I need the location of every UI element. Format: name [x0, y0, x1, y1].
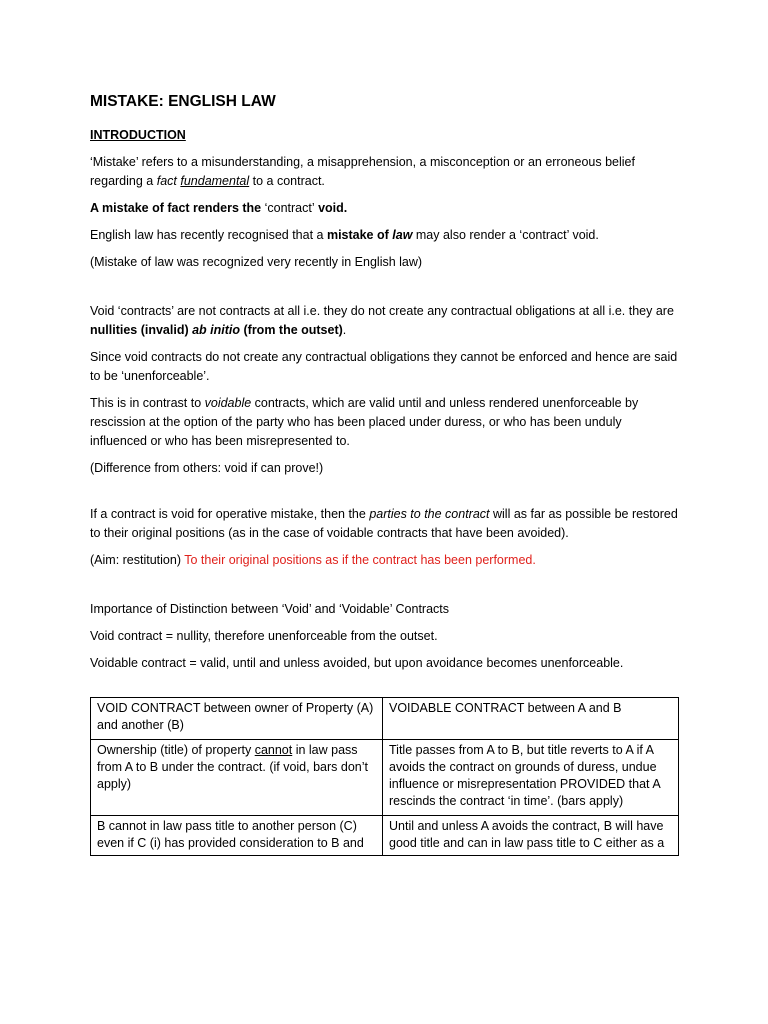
table-cell: Title passes from A to B, but title reverts to A if A avoids the contract on grounds of duress, undue influence or misrepresentation PROVIDED that A rescinds the contract ‘in time’. (bars apply)	[383, 740, 679, 816]
table-row	[91, 740, 679, 816]
paragraph-mistake-of-fact: A mistake of fact renders the ‘contract’ void.	[90, 201, 348, 215]
paragraph-void-contracts: Void ‘contracts’ are not contracts at all i.e. they do not create any contractual obligations at all i.e. they are nullities (invalid) ab initio (from the outset).	[90, 304, 674, 337]
paragraph-voidable-contrast: This is in contrast to voidable contracts, which are valid until and unless rendered unenforceable by rescission at the option of the party who has been placed under duress, or who has been unduly influenced or who has been misrepresented to.	[90, 396, 639, 448]
paragraph-voidable-definition: Voidable contract = valid, until and unless avoided, but upon avoidance becomes unenforceable.	[90, 656, 624, 670]
table-cell: Ownership (title) of property cannot in law pass from A to B under the contract. (if void, bars don’t apply)	[91, 740, 383, 816]
table-header-row	[91, 698, 679, 740]
paragraph-difference-note: (Difference from others: void if can prove!)	[90, 461, 324, 475]
paragraph-mistake-definition: ‘Mistake’ refers to a misunderstanding, a misapprehension, a misconception or an erroneous belief regarding a fact fundamental to a contract.	[90, 155, 635, 188]
document-title: MISTAKE: ENGLISH LAW	[90, 93, 276, 110]
table-cell: Until and unless A avoids the contract, B will have good title and can in law pass title to C either as a	[383, 816, 679, 856]
paragraph-mistake-of-law: English law has recently recognised that a mistake of law may also render a ‘contract’ void.	[90, 228, 599, 242]
comparison-table	[90, 697, 679, 856]
table-row	[91, 816, 679, 856]
paragraph-void-definition: Void contract = nullity, therefore unenforceable from the outset.	[90, 629, 438, 643]
paragraph-restitution-aim: (Aim: restitution) To their original positions as if the contract has been performed.	[90, 553, 536, 567]
paragraph-unenforceable: Since void contracts do not create any contractual obligations they cannot be enforced and hence are said to be ‘unenforceable’.	[90, 350, 678, 383]
section-heading-distinction: Importance of Distinction between ‘Void’ and ‘Voidable’ Contracts	[90, 602, 450, 616]
document-page	[90, 92, 680, 856]
paragraph-mistake-of-law-note: (Mistake of law was recognized very recently in English law)	[90, 255, 423, 269]
table-cell: B cannot in law pass title to another person (C) even if C (i) has provided consideration to B and	[91, 816, 383, 856]
table-header-void: VOID CONTRACT between owner of Property (A) and another (B)	[91, 698, 383, 740]
introduction-heading: INTRODUCTION	[90, 128, 186, 142]
paragraph-operative-mistake: If a contract is void for operative mistake, then the parties to the contract will as far as possible be restored to their original positions (as in the case of voidable contracts that have been avoided).	[90, 507, 678, 540]
table-header-voidable: VOIDABLE CONTRACT between A and B	[383, 698, 679, 740]
restitution-highlight: To their original positions as if the contract has been performed.	[184, 553, 536, 567]
